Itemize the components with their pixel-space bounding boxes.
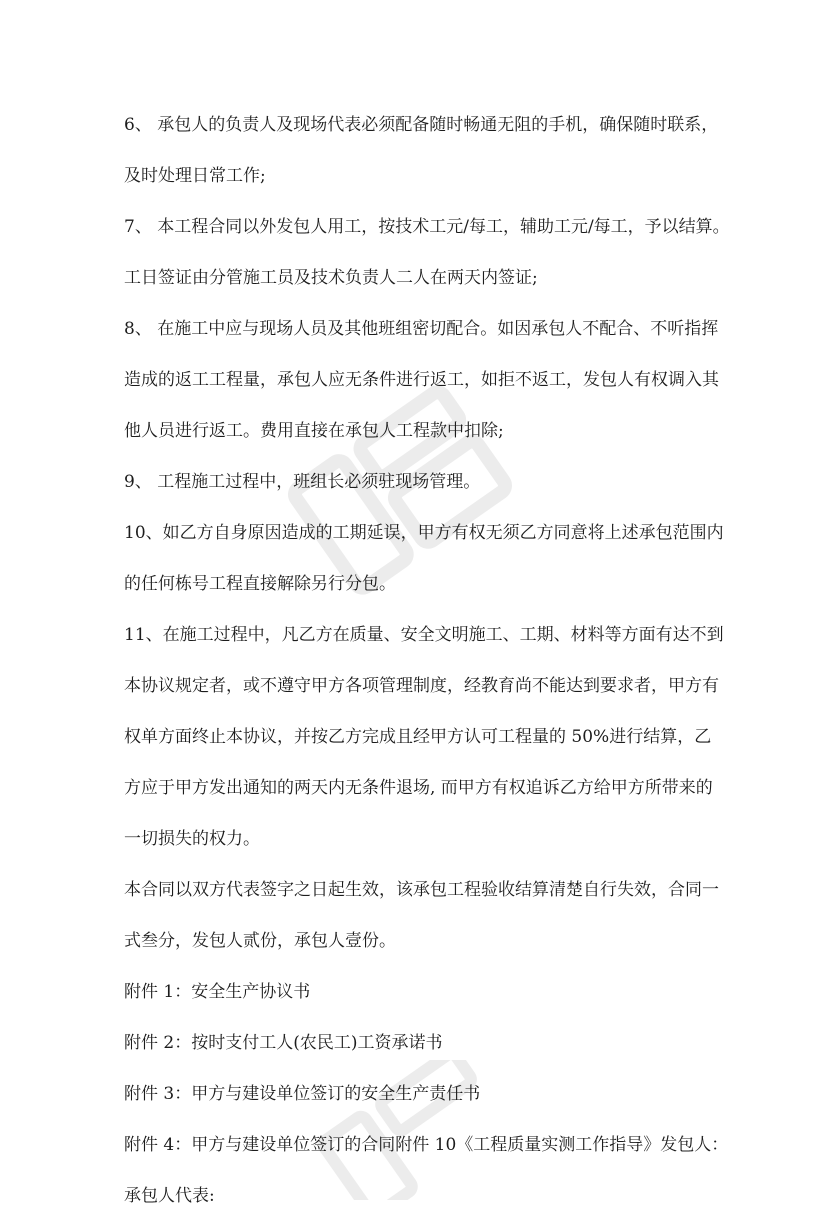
paragraph-item-7 [124, 202, 730, 304]
paragraph-effective-clause [124, 865, 724, 967]
text-line: 附件 4：甲方与建设单位签订的合同附件 10《工程质量实测工作指导》发包人： [124, 1135, 729, 1155]
text-line: 工日签证由分管施工员及技术负责人二人在两天内签证; [124, 268, 538, 288]
text-line: 承包人代表: [124, 1186, 215, 1206]
text-line: 式叁分，发包人贰份，承包人壹份。 [124, 931, 396, 951]
paragraph-item-6 [124, 100, 724, 202]
text-line: 本协议规定者，或不遵守甲方各项管理制度，经教育尚不能达到要求者，甲方有 [124, 676, 719, 696]
text-line: 一切损失的权力。 [124, 829, 260, 849]
text-line: 本合同以双方代表签字之日起生效，该承包工程验收结算清楚自行失效，合同一 [124, 880, 719, 900]
text-line: 附件 1：安全生产协议书 [124, 982, 311, 1002]
paragraph-attachment-3 [124, 1069, 724, 1120]
document-body [124, 100, 730, 1222]
text-line: 7、 本工程合同以外发包人用工，按技术工元/每工，辅助工元/每工，予以结算。 [124, 217, 730, 237]
text-line: 6、 承包人的负责人及现场代表必须配备随时畅通无阻的手机，确保随时联系， [124, 115, 719, 135]
paragraph-item-10 [124, 508, 724, 610]
paragraph-contractor-rep [124, 1171, 724, 1222]
text-line: 造成的返工工程量，承包人应无条件进行返工，如拒不返工，发包人有权调入其 [124, 370, 719, 390]
text-line: 附件 3：甲方与建设单位签订的安全生产责任书 [124, 1084, 481, 1104]
text-line: 8、 在施工中应与现场人员及其他班组密切配合。如因承包人不配合、不听指挥 [124, 319, 719, 339]
text-line: 他人员进行返工。费用直接在承包人工程款中扣除; [124, 421, 504, 441]
paragraph-item-11 [124, 610, 724, 865]
text-line: 的任何栋号工程直接解除另行分包。 [124, 574, 396, 594]
paragraph-item-9 [124, 457, 724, 508]
text-line: 及时处理日常工作; [124, 166, 266, 186]
paragraph-attachment-4 [124, 1120, 729, 1171]
text-line: 附件 2：按时支付工人(农民工)工资承诺书 [124, 1033, 443, 1053]
paragraph-item-8 [124, 304, 724, 457]
text-line: 11、在施工过程中，凡乙方在质量、安全文明施工、工期、材料等方面有达不到 [124, 625, 724, 645]
text-line: 方应于甲方发出通知的两天内无条件退场, 而甲方有权追诉乙方给甲方所带来的 [124, 778, 713, 798]
paragraph-attachment-1 [124, 967, 724, 1018]
text-line: 9、 工程施工过程中，班组长必须驻现场管理。 [124, 472, 481, 492]
text-line: 权单方面终止本协议，并按乙方完成且经甲方认可工程量的 50%进行结算，乙 [124, 727, 712, 747]
paragraph-attachment-2 [124, 1018, 724, 1069]
text-line: 10、如乙方自身原因造成的工期延误，甲方有权无须乙方同意将上述承包范围内 [124, 523, 724, 543]
